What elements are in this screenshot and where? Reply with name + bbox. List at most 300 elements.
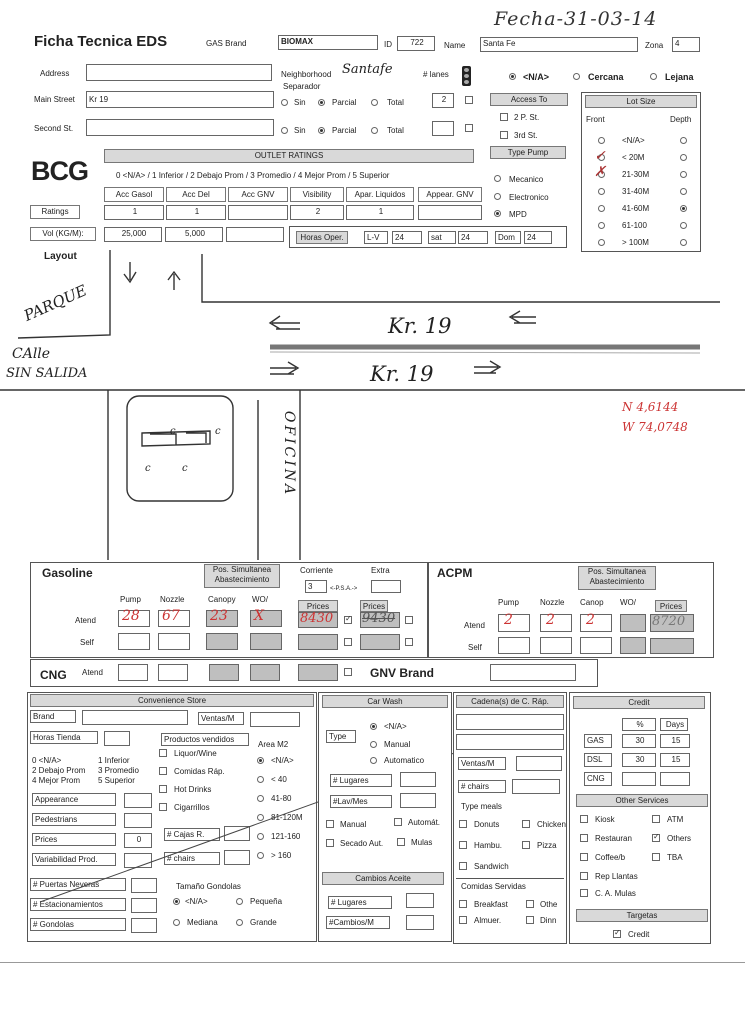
sin-salida-label: SIN SALIDA bbox=[6, 366, 88, 381]
carwash-na-radio[interactable] bbox=[370, 723, 377, 730]
carwash-type-label: Type bbox=[326, 730, 356, 743]
lot-depth-radio-2[interactable] bbox=[680, 171, 687, 178]
main-street-label: Main Street bbox=[34, 95, 75, 104]
lot-size-header: Lot Size bbox=[585, 95, 697, 108]
gas-self-field-0[interactable] bbox=[118, 633, 150, 650]
coord-north: N 4,6144 bbox=[622, 400, 679, 414]
carwash-automat-checkbox[interactable] bbox=[394, 818, 402, 826]
ratings-label: Ratings bbox=[30, 205, 80, 219]
dom-field[interactable]: 24 bbox=[524, 231, 552, 244]
gas-atend-val-0: 28 bbox=[122, 608, 140, 624]
store-product-label-2: Hot Drinks bbox=[174, 785, 212, 794]
acpm-atend-field-1[interactable] bbox=[540, 614, 572, 632]
gas-atend-val-1: 67 bbox=[162, 608, 180, 624]
kr19-upper-label: Kr. 19 bbox=[388, 314, 452, 338]
service-checkbox-4[interactable] bbox=[580, 853, 588, 861]
service-label-7: C. A. Mulas bbox=[595, 889, 636, 898]
store-puertas-field[interactable] bbox=[131, 878, 157, 893]
cambios-aceite-header: Cambios Aceite bbox=[322, 872, 444, 885]
separador-sin-radio[interactable] bbox=[281, 99, 288, 106]
store-ventas-field[interactable] bbox=[250, 712, 300, 727]
carwash-mulas-checkbox[interactable] bbox=[397, 838, 405, 846]
arrow-right-1 bbox=[270, 362, 298, 374]
serv-othe-label: Othe bbox=[540, 900, 558, 909]
traffic-light-icon bbox=[462, 66, 471, 86]
service-label-6: Rep Llantas bbox=[595, 872, 638, 881]
calle-label: CAlle bbox=[12, 346, 51, 362]
gnv-brand-title: GNV Brand bbox=[370, 666, 435, 680]
second-sin-label: Sin bbox=[294, 126, 306, 135]
separador-sin-label: Sin bbox=[294, 98, 306, 107]
acpm-title: ACPM bbox=[437, 566, 473, 580]
gas-col-label-2: Canopy bbox=[208, 595, 236, 604]
pump-mpd-label: MPD bbox=[509, 210, 527, 219]
lot-row-label-2: 21-30M bbox=[622, 170, 650, 179]
carwash-auto-radio[interactable] bbox=[370, 757, 377, 764]
acpm-self-label: Self bbox=[468, 643, 482, 652]
cadena-chairs-label: # chairs bbox=[458, 780, 506, 793]
coord-west: W 74,0748 bbox=[622, 420, 688, 434]
store-brand-field[interactable] bbox=[82, 710, 188, 725]
store-scale-4: 4 Mejor Prom bbox=[32, 776, 81, 785]
store-gondolas-field[interactable] bbox=[131, 918, 157, 933]
serv-dinn-checkbox[interactable] bbox=[526, 916, 534, 924]
store-area-label-1: < 40 bbox=[271, 775, 287, 784]
store-brand-label: Brand bbox=[30, 710, 76, 723]
arrow-left-1 bbox=[270, 316, 300, 329]
pump-mecanico-label: Mecanico bbox=[509, 175, 544, 184]
outlet-vol-1[interactable]: 5,000 bbox=[165, 227, 223, 242]
outlet-rating-2[interactable] bbox=[228, 205, 288, 220]
fecha-handwritten: Fecha-31-03-14 bbox=[494, 8, 658, 30]
carwash-header: Car Wash bbox=[322, 695, 448, 708]
outlet-col-2: Acc GNV bbox=[228, 187, 288, 202]
cng-title: CNG bbox=[40, 668, 67, 682]
lot-depth-radio-6[interactable] bbox=[680, 239, 687, 246]
store-rating-field-2[interactable]: 0 bbox=[124, 833, 152, 848]
gas-self-field-2[interactable] bbox=[206, 633, 238, 650]
arrow-up bbox=[168, 272, 180, 290]
access-2p-checkbox[interactable] bbox=[500, 113, 508, 121]
gas-self-field-3[interactable] bbox=[250, 633, 282, 650]
gas-col-label-1: Nozzle bbox=[160, 595, 185, 604]
credit-row-days-2[interactable] bbox=[660, 772, 690, 786]
meal-sandwich-label: Sandwich bbox=[474, 862, 509, 871]
cambios-lugares-label: # Lugares bbox=[328, 896, 392, 909]
lanes-label: # lanes bbox=[423, 70, 449, 79]
carwash-manual-checkbox[interactable] bbox=[326, 820, 334, 828]
cadena-ventas-label: Ventas/M bbox=[458, 757, 506, 770]
store-cajas-label: # Cajas R. bbox=[164, 828, 220, 841]
store-horas-label: Horas Tienda bbox=[30, 731, 98, 744]
other-services-header: Other Services bbox=[576, 794, 708, 807]
carwash-auto-label: Automatico bbox=[384, 756, 425, 765]
lot-front-mark-1: ✓ bbox=[594, 148, 606, 164]
store-chairs-label: # chairs bbox=[164, 852, 220, 865]
store-header: Convenience Store bbox=[30, 694, 314, 707]
pump-mpd-radio[interactable] bbox=[494, 210, 501, 217]
separador-total-radio[interactable] bbox=[371, 99, 378, 106]
gasoline-price-2: 9430 bbox=[362, 611, 396, 626]
lot-front-radio-4[interactable] bbox=[598, 205, 605, 212]
form-header bbox=[0, 0, 745, 60]
carwash-manual-check-label: Manual bbox=[340, 820, 367, 829]
acpm-pos-sim: Pos. Simultanea Abastecimiento bbox=[578, 566, 656, 590]
zona-field[interactable]: 4 bbox=[672, 37, 700, 52]
gasoline-self-price-1-checkbox[interactable] bbox=[344, 638, 352, 646]
second-sin-radio[interactable] bbox=[281, 127, 288, 134]
separador-total-label: Total bbox=[387, 98, 404, 107]
lot-depth-radio-0[interactable] bbox=[680, 137, 687, 144]
cadena-divider bbox=[456, 878, 564, 879]
lot-row-label-5: 61-100 bbox=[622, 221, 647, 230]
gas-atend-val-2: 23 bbox=[210, 608, 228, 624]
gasoline-extra-label: Extra bbox=[371, 566, 390, 575]
lot-front-radio-3[interactable] bbox=[598, 188, 605, 195]
sat-field[interactable]: 24 bbox=[458, 231, 488, 244]
store-rating-label-0: Appearance bbox=[32, 793, 116, 806]
gasoline-self-price-1[interactable] bbox=[298, 634, 338, 650]
store-gondolas-label: # Gondolas bbox=[30, 918, 126, 931]
acpm-self-field-1[interactable] bbox=[540, 637, 572, 654]
credit-row-days-1[interactable]: 15 bbox=[660, 753, 690, 767]
gasoline-atend-label: Atend bbox=[75, 616, 96, 625]
second-parcial-label: Parcial bbox=[332, 126, 357, 135]
na-radio[interactable] bbox=[509, 73, 516, 80]
serv-almuer-checkbox[interactable] bbox=[459, 916, 467, 924]
cadena-header: Cadena(s) de C. Ráp. bbox=[456, 695, 564, 708]
tamano-grande-radio[interactable] bbox=[236, 919, 243, 926]
lot-front-radio-5[interactable] bbox=[598, 222, 605, 229]
access-3rd-label: 3rd St. bbox=[514, 131, 538, 140]
lot-front-radio-0[interactable] bbox=[598, 137, 605, 144]
c-mark-1: c bbox=[170, 426, 176, 437]
service-label-3: Others bbox=[667, 834, 692, 843]
cambios-cambios-label: #Cambios/M bbox=[326, 916, 390, 929]
store-product-checkbox-3[interactable] bbox=[159, 803, 167, 811]
acpm-self-price-field[interactable] bbox=[650, 638, 694, 654]
service-checkbox-1[interactable] bbox=[652, 815, 660, 823]
tamano-na-label: <N/A> bbox=[185, 897, 208, 906]
lejana-radio[interactable] bbox=[650, 73, 657, 80]
main-street-field[interactable]: Kr 19 bbox=[86, 91, 274, 108]
store-puertas-label: # Puertas Neveras bbox=[30, 878, 126, 891]
id-field[interactable]: 722 bbox=[397, 36, 435, 51]
lot-depth-radio-4[interactable] bbox=[680, 205, 687, 212]
gas-col-label-0: Pump bbox=[120, 595, 141, 604]
second-street-field[interactable] bbox=[86, 119, 274, 136]
credit-row-pct-2[interactable] bbox=[622, 772, 656, 786]
outlet-rating-1[interactable]: 1 bbox=[166, 205, 226, 220]
meal-donuts-label: Donuts bbox=[474, 820, 500, 829]
separador-parcial-radio[interactable] bbox=[318, 99, 325, 106]
gasoline-price-1-checkbox[interactable] bbox=[344, 616, 352, 624]
na-label: <N/A> bbox=[523, 72, 550, 82]
credit-row-label-0: GAS bbox=[584, 734, 612, 748]
horas-oper-label: Horas Oper. bbox=[296, 231, 348, 244]
gasoline-title: Gasoline bbox=[42, 566, 93, 580]
meal-donuts-checkbox[interactable] bbox=[459, 820, 467, 828]
service-checkbox-3[interactable] bbox=[652, 834, 660, 842]
lot-depth-radio-5[interactable] bbox=[680, 222, 687, 229]
cadena-field-2[interactable] bbox=[456, 734, 564, 750]
c-mark-2: c bbox=[215, 426, 221, 437]
outlet-col-3: Visibility bbox=[290, 187, 344, 202]
meal-hambu-checkbox[interactable] bbox=[459, 841, 467, 849]
name-field[interactable]: Santa Fe bbox=[480, 37, 638, 52]
bcg-logo: BCG bbox=[31, 156, 88, 186]
outlet-rating-5[interactable] bbox=[418, 205, 482, 220]
credit-days-header: Days bbox=[660, 718, 688, 731]
store-ventas-label: Ventas/M bbox=[198, 712, 244, 725]
credit-row-days-0[interactable]: 15 bbox=[660, 734, 690, 748]
service-checkbox-7[interactable] bbox=[580, 889, 588, 897]
c-mark-3: c bbox=[145, 463, 151, 474]
store-rating-field-1[interactable] bbox=[124, 813, 152, 828]
store-horas-field[interactable] bbox=[104, 731, 130, 746]
gasoline-price-2-checkbox[interactable] bbox=[405, 616, 413, 624]
cng-price-checkbox[interactable] bbox=[344, 668, 352, 676]
store-area-radio-4[interactable] bbox=[257, 833, 264, 840]
acpm-prices-header: Prices bbox=[655, 600, 687, 612]
gasoline-pos-sim: Pos. Simultanea Abastecimiento bbox=[204, 564, 280, 588]
gas-col-label-3: WO/ bbox=[252, 595, 268, 604]
lot-row-label-3: 31-40M bbox=[622, 187, 650, 196]
acpm-atend-field-2[interactable] bbox=[580, 614, 612, 632]
credit-row-pct-1[interactable]: 30 bbox=[622, 753, 656, 767]
lot-row-label-1: < 20M bbox=[622, 153, 645, 162]
acpm-col-label-2: Canop bbox=[580, 598, 604, 607]
address-field[interactable] bbox=[86, 64, 272, 81]
gnv-brand-field[interactable] bbox=[490, 664, 576, 681]
serv-dinn-label: Dinn bbox=[540, 916, 557, 925]
store-area-label-5: > 160 bbox=[271, 851, 292, 860]
page-bottom-line bbox=[0, 962, 745, 963]
store-scale-2: 2 Debajo Prom bbox=[32, 766, 86, 775]
access-3rd-checkbox[interactable] bbox=[500, 131, 508, 139]
meal-hambu-label: Hambu. bbox=[474, 841, 503, 850]
service-checkbox-0[interactable] bbox=[580, 815, 588, 823]
credit-header: Credit bbox=[573, 696, 705, 709]
serv-breakfast-label: Breakfast bbox=[474, 900, 508, 909]
pump-mecanico-radio[interactable] bbox=[494, 175, 501, 182]
service-checkbox-6[interactable] bbox=[580, 872, 588, 880]
gas-self-field-1[interactable] bbox=[158, 633, 190, 650]
cng-canopy-field[interactable] bbox=[209, 664, 239, 681]
lot-depth-radio-3[interactable] bbox=[680, 188, 687, 195]
acpm-atend-val-0: 2 bbox=[504, 612, 513, 628]
store-product-checkbox-0[interactable] bbox=[159, 749, 167, 757]
gasoline-self-label: Self bbox=[80, 638, 94, 647]
arrow-right-2 bbox=[474, 361, 500, 373]
carwash-lugares-field[interactable] bbox=[400, 772, 436, 787]
gasoline-corriente-label: Corriente bbox=[300, 566, 333, 575]
lot-row-label-4: 41-60M bbox=[622, 204, 650, 213]
carwash-manual-label: Manual bbox=[384, 740, 411, 749]
lanes-field[interactable]: 2 bbox=[432, 93, 454, 108]
vol-label: Vol (KG/M): bbox=[30, 227, 96, 241]
lanes-checkbox[interactable] bbox=[465, 96, 473, 104]
separador-parcial-label: Parcial bbox=[332, 98, 357, 107]
carwash-secado-checkbox[interactable] bbox=[326, 839, 334, 847]
store-product-label-0: Liquor/Wine bbox=[174, 749, 217, 758]
cadena-field-top[interactable] bbox=[456, 714, 564, 730]
outlet-col-1: Acc Del bbox=[166, 187, 226, 202]
cng-wo-field[interactable] bbox=[250, 664, 280, 681]
gasoline-self-price-2-checkbox[interactable] bbox=[405, 638, 413, 646]
pump-electronico-radio[interactable] bbox=[494, 193, 501, 200]
store-chairs-field[interactable] bbox=[224, 850, 250, 865]
acpm-col-label-1: Nozzle bbox=[540, 598, 565, 607]
separador-label: Separador bbox=[283, 82, 321, 91]
store-cajas-field[interactable] bbox=[224, 826, 250, 841]
acpm-self-field-2[interactable] bbox=[580, 637, 612, 654]
cercana-radio[interactable] bbox=[573, 73, 580, 80]
lot-depth-label: Depth bbox=[670, 115, 692, 124]
cng-pump-field[interactable] bbox=[118, 664, 148, 681]
id-label: ID bbox=[384, 40, 392, 49]
store-area-radio-1[interactable] bbox=[257, 776, 264, 783]
store-area-label-2: 41-80 bbox=[271, 794, 292, 803]
carwash-lavmes-label: #Lav/Mes bbox=[330, 795, 392, 808]
cng-atend-label: Atend bbox=[82, 668, 103, 677]
cadena-ventas-field[interactable] bbox=[516, 756, 562, 771]
cambios-cambios-field[interactable] bbox=[406, 915, 434, 930]
acpm-atend-field-0[interactable] bbox=[498, 614, 530, 632]
gasoline-extra-field[interactable] bbox=[371, 580, 401, 593]
second-lanes-checkbox[interactable] bbox=[465, 124, 473, 132]
store-area-radio-5[interactable] bbox=[257, 852, 264, 859]
cng-nozzle-field[interactable] bbox=[158, 664, 188, 681]
street-upper-edge bbox=[202, 254, 720, 302]
store-estac-field[interactable] bbox=[131, 898, 157, 913]
gas-brand-label: GAS Brand bbox=[206, 39, 247, 48]
store-area-radio-3[interactable] bbox=[257, 814, 264, 821]
pump-island bbox=[142, 431, 210, 446]
acpm-price: 8720 bbox=[652, 614, 686, 629]
acpm-wo-self-field[interactable] bbox=[620, 637, 646, 654]
layout-title: Layout bbox=[44, 251, 77, 262]
outlet-rating-3[interactable]: 2 bbox=[290, 205, 344, 220]
store-product-checkbox-2[interactable] bbox=[159, 785, 167, 793]
second-total-label: Total bbox=[387, 126, 404, 135]
second-total-radio[interactable] bbox=[371, 127, 378, 134]
neighborhood-label: Neighborhood bbox=[281, 70, 332, 79]
tamano-na-radio[interactable] bbox=[173, 898, 180, 905]
meal-pizza-checkbox[interactable] bbox=[522, 841, 530, 849]
store-area-label: Area M2 bbox=[258, 740, 289, 749]
carwash-manual-radio[interactable] bbox=[370, 741, 377, 748]
store-area-radio-2[interactable] bbox=[257, 795, 264, 802]
credit-row-label-2: CNG bbox=[584, 772, 612, 786]
store-rating-label-3: Variabilidad Prod. bbox=[32, 853, 116, 866]
outlet-col-4: Apar. Liquidos bbox=[346, 187, 414, 202]
credit-row-pct-0[interactable]: 30 bbox=[622, 734, 656, 748]
store-productos-label: Productos vendidos bbox=[161, 733, 249, 746]
gas-atend-val-3: X bbox=[254, 608, 264, 624]
outlet-rating-0[interactable]: 1 bbox=[104, 205, 164, 220]
store-area-radio-0[interactable] bbox=[257, 757, 264, 764]
outlet-ratings-header: OUTLET RATINGS bbox=[104, 149, 474, 163]
meal-sandwich-checkbox[interactable] bbox=[459, 862, 467, 870]
targetas-credit-label: Credit bbox=[628, 930, 650, 939]
carwash-automat-label: Automát. bbox=[408, 818, 441, 827]
bcg-logo-box bbox=[27, 148, 95, 200]
store-tamano-label: Tamaño Gondolas bbox=[176, 882, 241, 891]
store-estac-label: # Estacionamientos bbox=[30, 898, 126, 911]
acpm-wo-field[interactable] bbox=[620, 614, 646, 632]
lot-row-label-0: <N/A> bbox=[622, 136, 645, 145]
gasoline-self-price-2[interactable] bbox=[360, 634, 400, 650]
meal-chicken-label: Chicken bbox=[537, 820, 566, 829]
lv-label: L-V bbox=[364, 231, 388, 244]
service-label-4: Coffee/b bbox=[595, 853, 626, 862]
targetas-credit-checkbox[interactable] bbox=[613, 930, 621, 938]
cercana-label: Cercana bbox=[588, 72, 624, 82]
oficina-label: OFICINA bbox=[281, 410, 298, 498]
tamano-pequena-radio[interactable] bbox=[236, 898, 243, 905]
store-rating-field-0[interactable] bbox=[124, 793, 152, 808]
store-scale-1: 1 Inferior bbox=[98, 756, 130, 765]
store-scale-5: 5 Superior bbox=[98, 776, 135, 785]
service-label-2: Restauran bbox=[595, 834, 632, 843]
second-lanes-field[interactable] bbox=[432, 121, 454, 136]
cadena-chairs-field[interactable] bbox=[512, 779, 560, 794]
lv-field[interactable]: 24 bbox=[392, 231, 422, 244]
outlet-vol-0[interactable]: 25,000 bbox=[104, 227, 162, 242]
serv-othe-checkbox[interactable] bbox=[526, 900, 534, 908]
tamano-mediana-radio[interactable] bbox=[173, 919, 180, 926]
second-parcial-radio[interactable] bbox=[318, 127, 325, 134]
name-label: Name bbox=[444, 41, 466, 50]
tamano-mediana-label: Mediana bbox=[187, 918, 218, 927]
acpm-self-field-0[interactable] bbox=[498, 637, 530, 654]
credit-row-label-1: DSL bbox=[584, 753, 612, 767]
targetas-header: Targetas bbox=[576, 909, 708, 922]
lot-front-radio-6[interactable] bbox=[598, 239, 605, 246]
carwash-secado-label: Secado Aut. bbox=[340, 839, 384, 848]
credit-pct-header: % bbox=[622, 718, 656, 731]
outlet-vol-2[interactable] bbox=[226, 227, 284, 242]
carwash-lavmes-field[interactable] bbox=[400, 793, 436, 808]
acpm-col-label-0: Pump bbox=[498, 598, 519, 607]
service-checkbox-2[interactable] bbox=[580, 834, 588, 842]
lot-front-label: Front bbox=[586, 115, 605, 124]
serv-breakfast-checkbox[interactable] bbox=[459, 900, 467, 908]
lot-depth-radio-1[interactable] bbox=[680, 154, 687, 161]
meal-chicken-checkbox[interactable] bbox=[522, 820, 530, 828]
carwash-mulas-label: Mulas bbox=[411, 838, 433, 847]
zona-label: Zona bbox=[645, 41, 664, 50]
second-street-label: Second St. bbox=[34, 124, 74, 133]
store-product-checkbox-1[interactable] bbox=[159, 767, 167, 775]
gas-brand-field[interactable]: BIOMAX bbox=[278, 35, 378, 50]
sat-label: sat bbox=[428, 231, 456, 244]
outlet-col-5: Appear. GNV bbox=[418, 187, 482, 202]
acpm-col-label-3: WO/ bbox=[620, 598, 636, 607]
outlet-rating-4[interactable]: 1 bbox=[346, 205, 414, 220]
cambios-lugares-field[interactable] bbox=[406, 893, 434, 908]
store-rating-field-3[interactable] bbox=[124, 853, 152, 868]
canopy-outline bbox=[127, 396, 233, 501]
outlet-scale: 0 <N/A> / 1 Inferior / 2 Debajo Prom / 3 Promedio / 4 Mejor Prom / 5 Superior bbox=[116, 171, 390, 180]
service-checkbox-5[interactable] bbox=[652, 853, 660, 861]
cng-price-field[interactable] bbox=[298, 664, 338, 681]
acpm-atend-label: Atend bbox=[464, 621, 485, 630]
gasoline-corriente-field[interactable]: 3 bbox=[305, 580, 327, 593]
acpm-atend-val-1: 2 bbox=[546, 612, 555, 628]
parque-label: PARQUE bbox=[21, 281, 90, 325]
